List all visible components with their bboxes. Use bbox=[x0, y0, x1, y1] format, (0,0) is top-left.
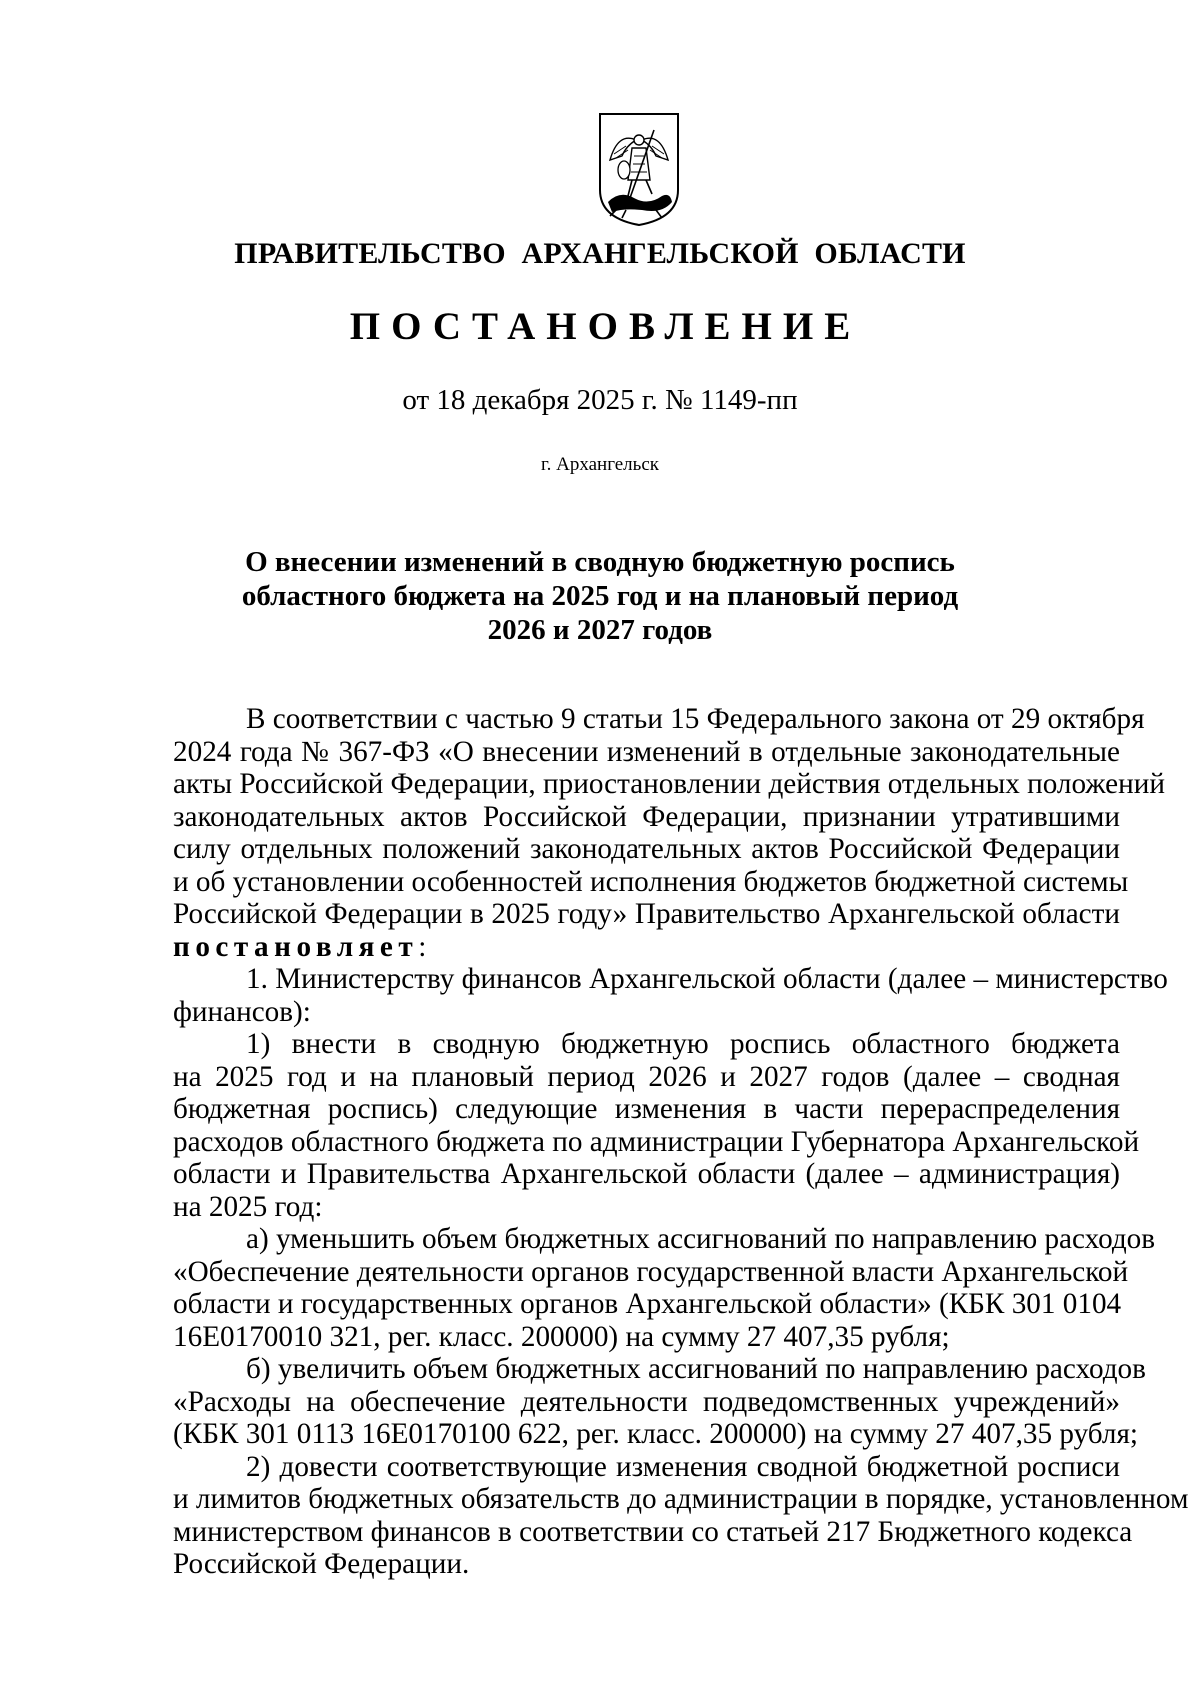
body-line: 16Е0170010 321, рег. класс. 200000) на сумму 27 407,35 рубля; bbox=[173, 1320, 950, 1353]
body-line: В соответствии с частью 9 статьи 15 Федерального закона от 29 октября bbox=[246, 703, 1145, 735]
body-line: «Расходы на обеспечение деятельности подведомственных учреждений» bbox=[173, 1385, 1120, 1418]
body-line: области и Правительства Архангельской области (далее – администрация) bbox=[173, 1158, 1120, 1190]
body-line: а) уменьшить объем бюджетных ассигнований по направлению расходов bbox=[246, 1223, 1156, 1255]
document-date-number: от 18 декабря 2025 г. № 1149-пп bbox=[402, 384, 798, 416]
issuing-authority: ПРАВИТЕЛЬСТВО АРХАНГЕЛЬСКОЙ ОБЛАСТИ bbox=[234, 237, 966, 270]
body-line: расходов областного бюджета по администрации Губернатора Архангельской bbox=[173, 1125, 1140, 1158]
body-line: акты Российской Федерации, приостановлении действия отдельных положений bbox=[173, 768, 1165, 800]
body-line: законодательных актов Российской Федерации, признании утратившими bbox=[173, 800, 1120, 833]
body-line: «Обеспечение деятельности органов государственной власти Архангельской bbox=[173, 1255, 1129, 1288]
title-line: 2026 и 2027 годов bbox=[487, 614, 713, 646]
body-line: б) увеличить объем бюджетных ассигнований по направлению расходов bbox=[246, 1353, 1146, 1385]
body-line: на 2025 год и на плановый период 2026 и 2027 годов (далее – сводная bbox=[173, 1060, 1120, 1093]
body-line: на 2025 год: bbox=[173, 1190, 323, 1223]
document-city: г. Архангельск bbox=[540, 454, 659, 475]
body-line: 1) внести в сводную бюджетную роспись областного бюджета bbox=[246, 1028, 1120, 1060]
title-line: областного бюджета на 2025 год и на плановый период bbox=[241, 580, 959, 612]
document-body bbox=[173, 703, 1189, 1581]
body-line: области и государственных органов Архангельской области» (КБК 301 0104 bbox=[173, 1288, 1122, 1320]
body-line: 2) довести соответствующие изменения сводной бюджетной росписи bbox=[246, 1450, 1120, 1483]
body-line: Российской Федерации в 2025 году» Правительство Архангельской области bbox=[173, 898, 1120, 930]
resolves-line bbox=[173, 931, 1120, 964]
body-line: и лимитов бюджетных обязательств до администрации в порядке, установленном bbox=[173, 1483, 1189, 1515]
document-type: ПОСТАНОВЛЕНИЕ bbox=[349, 305, 862, 348]
body-line: бюджетная роспись) следующие изменения в части перераспределения bbox=[173, 1093, 1120, 1125]
resolves-suffix: : bbox=[418, 930, 427, 963]
body-line: финансов): bbox=[173, 995, 311, 1028]
archangel-coat-of-arms-icon bbox=[596, 110, 682, 228]
document-title bbox=[0, 545, 1200, 647]
body-line: силу отдельных положений законодательных актов Российской Федерации bbox=[173, 833, 1120, 865]
body-line: (КБК 301 0113 16Е0170100 622, рег. класс. 200000) на сумму 27 407,35 рубля; bbox=[173, 1418, 1138, 1450]
body-line: 1. Министерству финансов Архангельской области (далее – министерство bbox=[246, 963, 1168, 995]
title-line: О внесении изменений в сводную бюджетную роспись bbox=[245, 546, 955, 578]
body-line: Российской Федерации. bbox=[173, 1548, 470, 1580]
body-line: министерством финансов в соответствии со статьей 217 Бюджетного кодекса bbox=[173, 1515, 1133, 1548]
body-line: и об установлении особенностей исполнения бюджетов бюджетной системы bbox=[173, 865, 1129, 898]
resolves-word: постановляет bbox=[173, 930, 419, 963]
body-line: 2024 года № 367-ФЗ «О внесении изменений в отдельные законодательные bbox=[173, 735, 1120, 768]
